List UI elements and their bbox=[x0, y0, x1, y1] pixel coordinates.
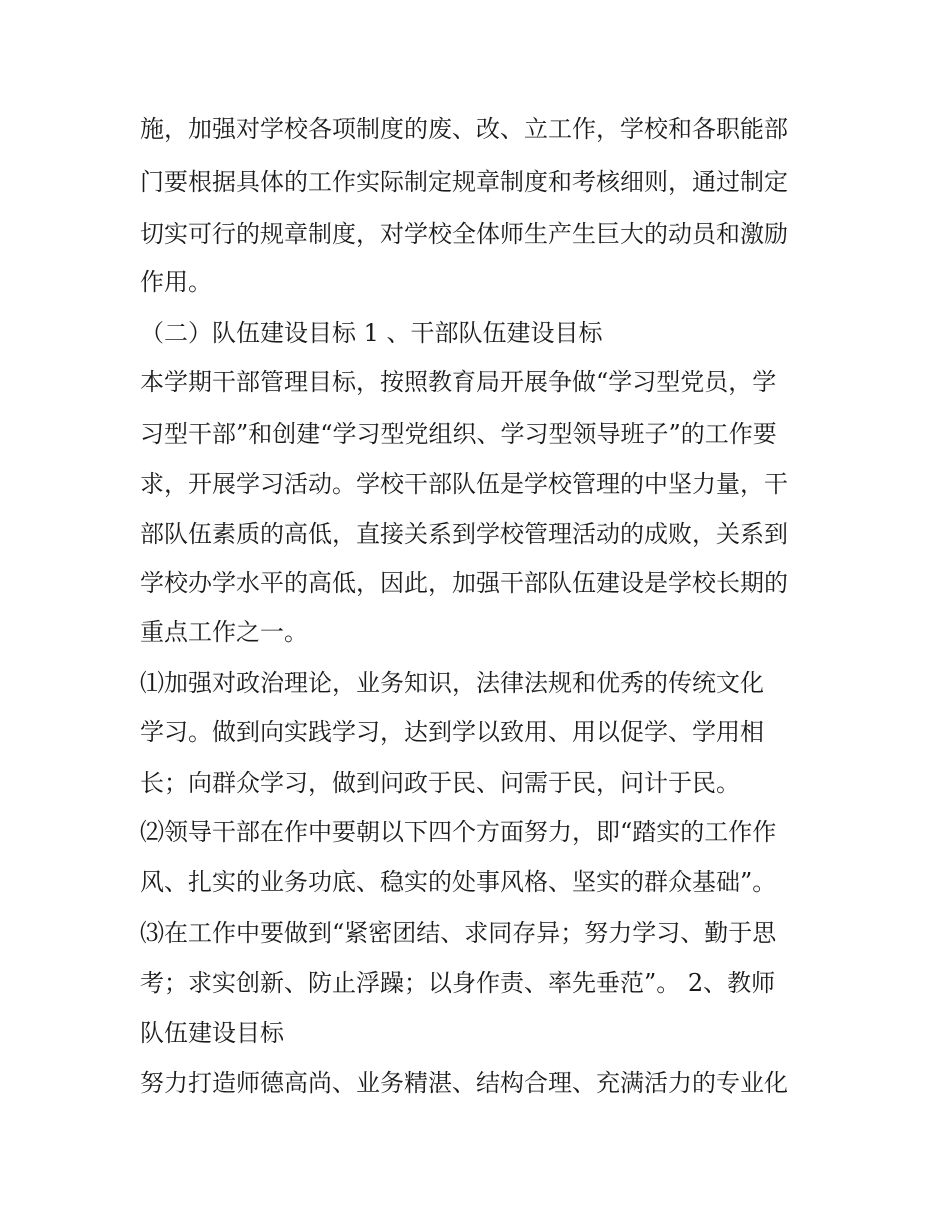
text-line: 本学期干部管理目标，按照教育局开展争做“学习型党员，学 bbox=[140, 368, 777, 396]
text-line: 习型干部”和创建“学习型党组织、学习型领导班子”的工作要 bbox=[140, 420, 777, 448]
text-line: 切实可行的规章制度，对学校全体师生产生巨大的动员和激励 bbox=[140, 220, 788, 248]
text-line: 长；向群众学习，做到问政于民、问需于民，问计于民。 bbox=[140, 769, 740, 797]
text-line: 队伍建设目标 bbox=[140, 1019, 284, 1047]
text-line: 作用。 bbox=[140, 268, 212, 296]
text-line: 部队伍素质的高低，直接关系到学校管理活动的成败，关系到 bbox=[140, 520, 788, 548]
list-item-line: ⑵领导干部在作中要朝以下四个方面努力，即“踏实的工作作 bbox=[140, 818, 777, 846]
text-line: 门要根据具体的工作实际制定规章制度和考核细则，通过制定 bbox=[140, 168, 788, 196]
text-line: 求，开展学习活动。学校干部队伍是学校管理的中坚力量，干 bbox=[140, 470, 788, 498]
section-heading: （二）队伍建设目标 1 、干部队伍建设目标 bbox=[140, 319, 603, 347]
text-line: 考；求实创新、防止浮躁；以身作责、率先垂范”。 2、教师 bbox=[140, 969, 776, 997]
text-line: 努力打造师德高尚、业务精湛、结构合理、充满活力的专业化 bbox=[140, 1069, 788, 1097]
text-line: 施，加强对学校各项制度的废、改、立工作，学校和各职能部 bbox=[140, 115, 788, 143]
list-item-line: ⑴加强对政治理论，业务知识，法律法规和优秀的传统文化 bbox=[140, 669, 764, 697]
list-item-line: ⑶在工作中要做到“紧密团结、求同存异；努力学习、勤于思 bbox=[140, 919, 777, 947]
text-line: 风、扎实的业务功底、稳实的处事风格、坚实的群众基础”。 bbox=[140, 868, 777, 896]
text-line: 重点工作之一。 bbox=[140, 618, 308, 646]
text-line: 学校办学水平的高低，因此，加强干部队伍建设是学校长期的 bbox=[140, 569, 788, 597]
text-line: 学习。做到向实践学习，达到学以致用、用以促学、学用相 bbox=[140, 718, 764, 746]
